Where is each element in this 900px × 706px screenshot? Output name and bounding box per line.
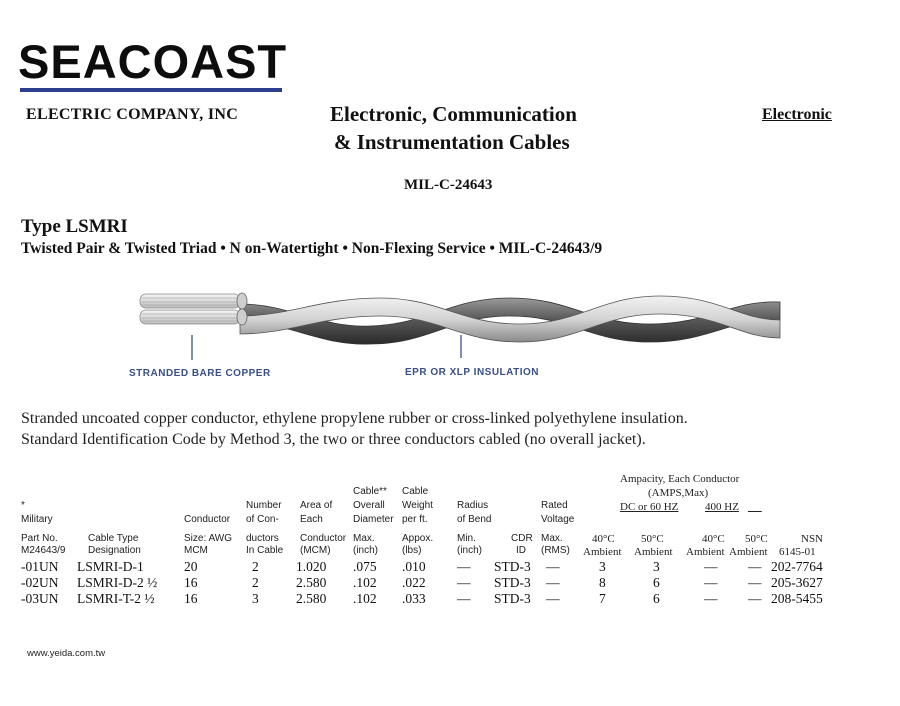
header-overall: Overall xyxy=(353,500,385,511)
header-radius: Radius xyxy=(457,500,489,511)
header-ambient-2: Ambient xyxy=(634,546,673,558)
header-lbs: (lbs) xyxy=(402,545,422,556)
cell-designation: LSMRI-D-2 ½ xyxy=(77,575,158,590)
cell-amp-40-dc: 3 xyxy=(599,559,606,574)
ampacity-subtitle: (AMPS,Max) xyxy=(648,487,709,499)
cell-size: 20 xyxy=(184,559,198,574)
header-voltage: Voltage xyxy=(541,514,575,525)
header-temp-50-dc: 50°C xyxy=(641,533,664,545)
cell-bend-radius: — xyxy=(457,559,471,574)
header-ambient-1: Ambient xyxy=(583,546,622,558)
header-star: * xyxy=(21,500,25,511)
company-name: ELECTRIC COMPANY, INC xyxy=(26,106,239,123)
cell-amp-40-400: — xyxy=(704,575,718,590)
header-weight: Weight xyxy=(402,500,433,511)
cell-area: 2.580 xyxy=(296,575,327,590)
header-m-prefix: M24643/9 xyxy=(21,545,66,556)
hz400-underline-extension xyxy=(748,501,766,513)
cell-amp-50-400: — xyxy=(748,559,762,574)
document-title-line2: & Instrumentation Cables xyxy=(334,130,570,154)
header-cable-star: Cable** xyxy=(353,486,387,497)
header-temp-40-400: 40°C xyxy=(702,533,725,545)
cell-rated-voltage: — xyxy=(546,591,560,606)
cell-amp-40-400: — xyxy=(704,591,718,606)
spec-number: MIL-C-24643 xyxy=(404,177,493,193)
header-per-ft: per ft. xyxy=(402,514,428,525)
header-of-bend: of Bend xyxy=(457,514,492,525)
label-insulation: EPR OR XLP INSULATION xyxy=(405,367,540,378)
cell-amp-40-dc: 7 xyxy=(599,591,606,606)
header-inch: (inch) xyxy=(353,545,379,556)
cell-cdr-id: STD-3 xyxy=(494,575,531,590)
header-nsn-code: 6145-01 xyxy=(779,546,816,558)
cell-bend-radius: — xyxy=(457,591,471,606)
label-stranded-copper: STRANDED BARE COPPER xyxy=(129,368,271,379)
header-ambient-4: Ambient xyxy=(729,546,768,558)
header-nsn: NSN xyxy=(801,533,824,545)
cell-rated-voltage: — xyxy=(546,575,560,590)
ampacity-title: Ampacity, Each Conductor xyxy=(620,473,740,485)
header-id: ID xyxy=(516,545,526,556)
cell-cdr-id: STD-3 xyxy=(494,559,531,574)
cell-nsn: 202-7764 xyxy=(771,559,823,574)
cell-amp-40-dc: 8 xyxy=(599,575,606,590)
header-max-2: Max. xyxy=(541,533,563,544)
header-rms: (RMS) xyxy=(541,545,570,556)
cell-bend-radius: — xyxy=(457,575,471,590)
category-label: Electronic xyxy=(762,106,832,123)
cell-conductor-count: 3 xyxy=(252,591,259,606)
header-each: Each xyxy=(300,514,323,525)
header-conductor: Conductor xyxy=(184,514,231,525)
header-size: Size: AWG xyxy=(184,533,232,544)
cell-rated-voltage: — xyxy=(546,559,560,574)
cell-size: 16 xyxy=(184,575,198,590)
cell-nsn: 208-5455 xyxy=(771,591,823,606)
header-rated: Rated xyxy=(541,500,568,511)
cell-diameter: .075 xyxy=(353,559,377,574)
header-number: Number xyxy=(246,500,282,511)
header-in-cable: In Cable xyxy=(246,545,284,556)
cell-weight: .010 xyxy=(402,559,426,574)
cell-size: 16 xyxy=(184,591,198,606)
cell-area: 1.020 xyxy=(296,559,327,574)
header-inch-2: (inch) xyxy=(457,545,483,556)
header-of-con: of Con- xyxy=(246,514,279,525)
header-cable-weight: Cable xyxy=(402,486,429,497)
header-max: Max. xyxy=(353,533,375,544)
cell-amp-50-400: — xyxy=(748,575,762,590)
product-subtitle: Twisted Pair & Twisted Triad • N on-Watertight • Non-Flexing Service • MIL-C-24643/9 xyxy=(21,240,603,257)
header-temp-50-400: 50°C xyxy=(745,533,768,545)
header-part-no: Part No. xyxy=(21,533,58,544)
header-ductors: ductors xyxy=(246,533,279,544)
logo-underline xyxy=(20,88,282,92)
header-diameter: Diameter xyxy=(353,514,394,525)
header-cable-type: Cable Type xyxy=(88,533,139,544)
cell-weight: .033 xyxy=(402,591,426,606)
header-cdr: CDR xyxy=(511,533,533,544)
product-type: Type LSMRI xyxy=(21,216,128,237)
cell-designation: LSMRI-D-1 xyxy=(77,559,144,574)
description-line2: Standard Identification Code by Method 3, the two or three conductors cabled (no overall jacket). xyxy=(21,431,646,448)
header-temp-40-dc: 40°C xyxy=(592,533,615,545)
header-mcm-paren: (MCM) xyxy=(300,545,331,556)
header-ambient-3: Ambient xyxy=(686,546,725,558)
copper-strands-top xyxy=(140,294,240,308)
cell-amp-40-400: — xyxy=(704,559,718,574)
cell-conductor-count: 2 xyxy=(252,559,259,574)
cell-nsn: 205-3627 xyxy=(771,575,823,590)
header-military: Military xyxy=(21,514,53,525)
hz400-label: 400 HZ xyxy=(705,501,739,513)
cell-diameter: .102 xyxy=(353,575,377,590)
cell-part-no: -02UN xyxy=(21,575,59,590)
footer-url: www.yeida.com.tw xyxy=(27,648,106,659)
header-mcm: MCM xyxy=(184,545,208,556)
header-area-of: Area of xyxy=(300,500,333,511)
cell-diameter: .102 xyxy=(353,591,377,606)
header-designation: Designation xyxy=(88,545,141,556)
cell-cdr-id: STD-3 xyxy=(494,591,531,606)
cell-area: 2.580 xyxy=(296,591,327,606)
header-conductor-mcm: Conductor xyxy=(300,533,347,544)
cell-amp-50-400: — xyxy=(748,591,762,606)
cell-amp-50-dc: 6 xyxy=(653,575,660,590)
cell-amp-50-dc: 3 xyxy=(653,559,660,574)
cell-part-no: -01UN xyxy=(21,559,59,574)
dc-60hz-label: DC or 60 HZ xyxy=(620,501,679,513)
cell-part-no: -03UN xyxy=(21,591,59,606)
company-logo: SEACOAST xyxy=(18,35,288,88)
cell-amp-50-dc: 6 xyxy=(653,591,660,606)
header-approx: Appox. xyxy=(402,533,434,544)
header-min: Min. xyxy=(457,533,476,544)
description-line1: Stranded uncoated copper conductor, ethylene propylene rubber or cross-linked polyethylene insulation. xyxy=(21,410,688,427)
cell-conductor-count: 2 xyxy=(252,575,259,590)
cell-weight: .022 xyxy=(402,575,426,590)
cell-designation: LSMRI-T-2 ½ xyxy=(77,591,155,606)
copper-strands-bottom xyxy=(140,310,240,324)
document-title-line1: Electronic, Communication xyxy=(330,102,577,126)
